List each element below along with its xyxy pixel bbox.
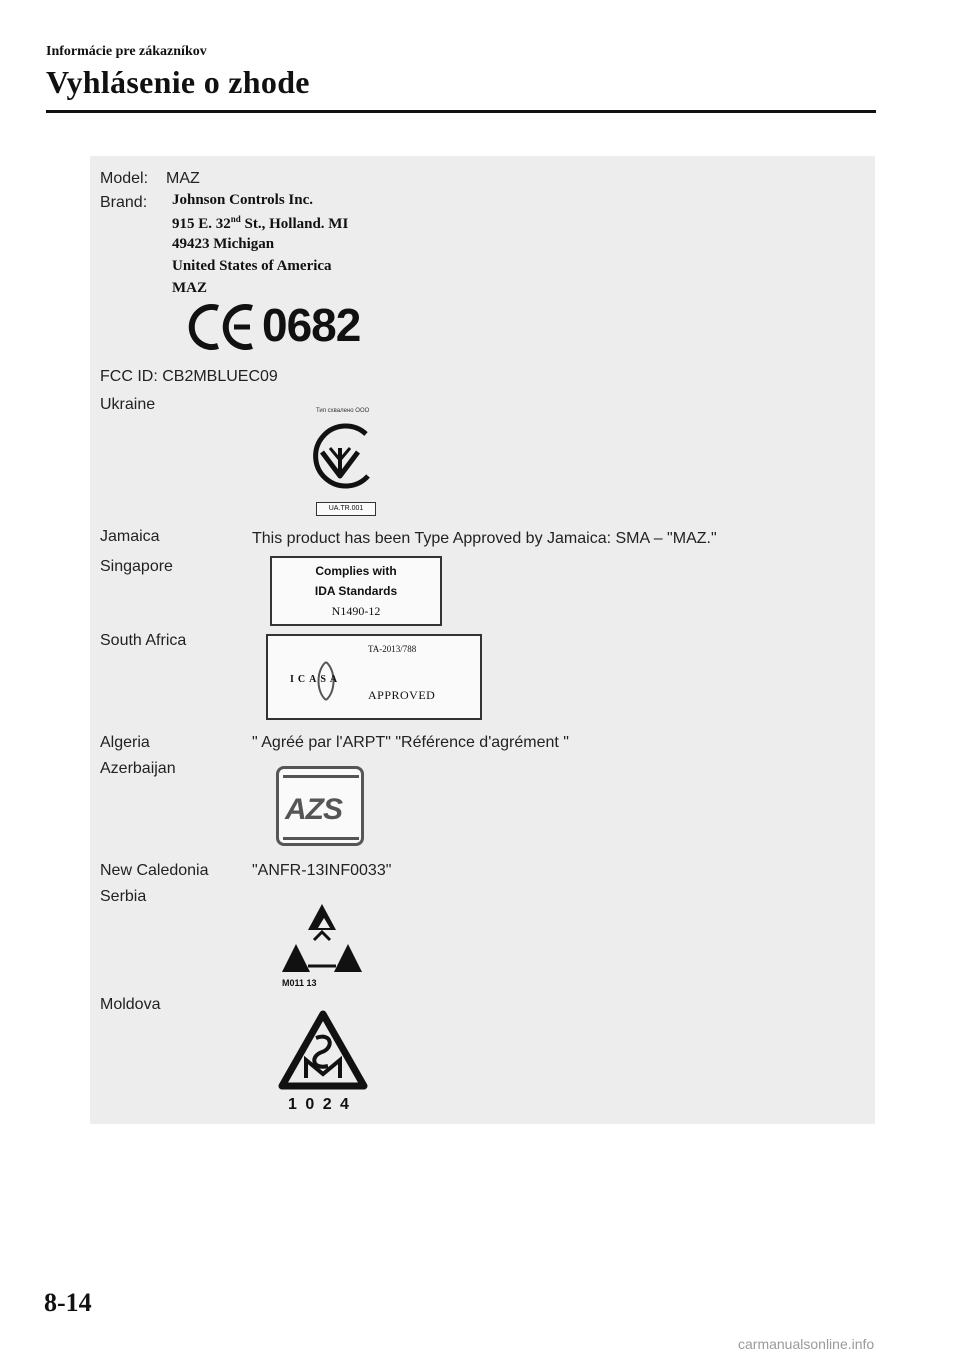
moldova-code: 1 0 2 4 [288, 1096, 351, 1113]
brand-line-zip: 49423 Michigan [172, 236, 275, 252]
brand-label: Brand: [100, 194, 148, 211]
country-new-caledonia: New Caledonia [100, 862, 209, 879]
brand-line-address [172, 214, 348, 233]
serbia-triangle-mark-icon [278, 900, 368, 980]
serbia-code: M011 13 [282, 978, 317, 988]
azs-mark-bottom-bar [283, 829, 359, 840]
brand-line-company: Johnson Controls Inc. [172, 192, 314, 208]
brand-address-sup: nd [230, 214, 241, 224]
section-label: Informácie pre zákazníkov [46, 44, 207, 59]
new-caledonia-code: "ANFR-13INF0033" [252, 862, 392, 879]
page-number: 8-14 [44, 1288, 92, 1317]
country-singapore: Singapore [100, 558, 173, 575]
icasa-name: ICASA [290, 674, 342, 685]
singapore-box-line1: Complies with [315, 564, 397, 578]
country-south-africa: South Africa [100, 632, 187, 649]
ce-number: 0682 [262, 299, 361, 351]
singapore-box-line3: N1490-12 [331, 604, 381, 618]
icasa-code: TA-2013/788 [368, 644, 417, 654]
country-ukraine: Ukraine [100, 396, 156, 413]
country-serbia: Serbia [100, 888, 147, 905]
brand-line-country: United States of America [172, 258, 332, 274]
watermark: carmanualsonline.info [738, 1336, 875, 1352]
ukraine-mark-code: UA.TR.001 [316, 502, 376, 516]
algeria-approval-text: " Agréé par l'ARPT" "Référence d'agrément " [252, 734, 569, 751]
azs-text: AZS [285, 793, 342, 826]
ukraine-mark-top-text: Тип схвалено ООО [316, 408, 370, 414]
singapore-box-line2: IDA Standards [314, 584, 398, 598]
ce-mark-icon [188, 302, 260, 352]
brand-address-street: St., Holland. MI [240, 216, 349, 232]
icasa-status: APPROVED [368, 688, 436, 702]
country-jamaica: Jamaica [100, 528, 160, 545]
brand-line-maz: MAZ [172, 280, 207, 296]
model-value: MAZ [166, 170, 200, 187]
title-rule [46, 110, 876, 113]
azs-mark-top-bar [283, 775, 359, 786]
south-africa-icasa-box [266, 634, 482, 720]
brand-address-number: 915 E. 32 [172, 216, 231, 232]
model-label: Model: [100, 170, 149, 187]
country-algeria: Algeria [100, 734, 150, 751]
page-title: Vyhlásenie o zhode [46, 64, 310, 100]
jamaica-approval-text: This product has been Type Approved by Jamaica: SMA – "MAZ." [252, 530, 717, 547]
singapore-ida-box [270, 556, 442, 626]
azs-mark [276, 766, 364, 846]
moldova-sm-mark-icon [276, 1008, 370, 1094]
country-moldova: Moldova [100, 996, 161, 1013]
country-azerbaijan: Azerbaijan [100, 760, 176, 777]
ukraine-conformity-mark-icon [306, 418, 378, 500]
fcc-id: FCC ID: CB2MBLUEC09 [100, 368, 278, 385]
